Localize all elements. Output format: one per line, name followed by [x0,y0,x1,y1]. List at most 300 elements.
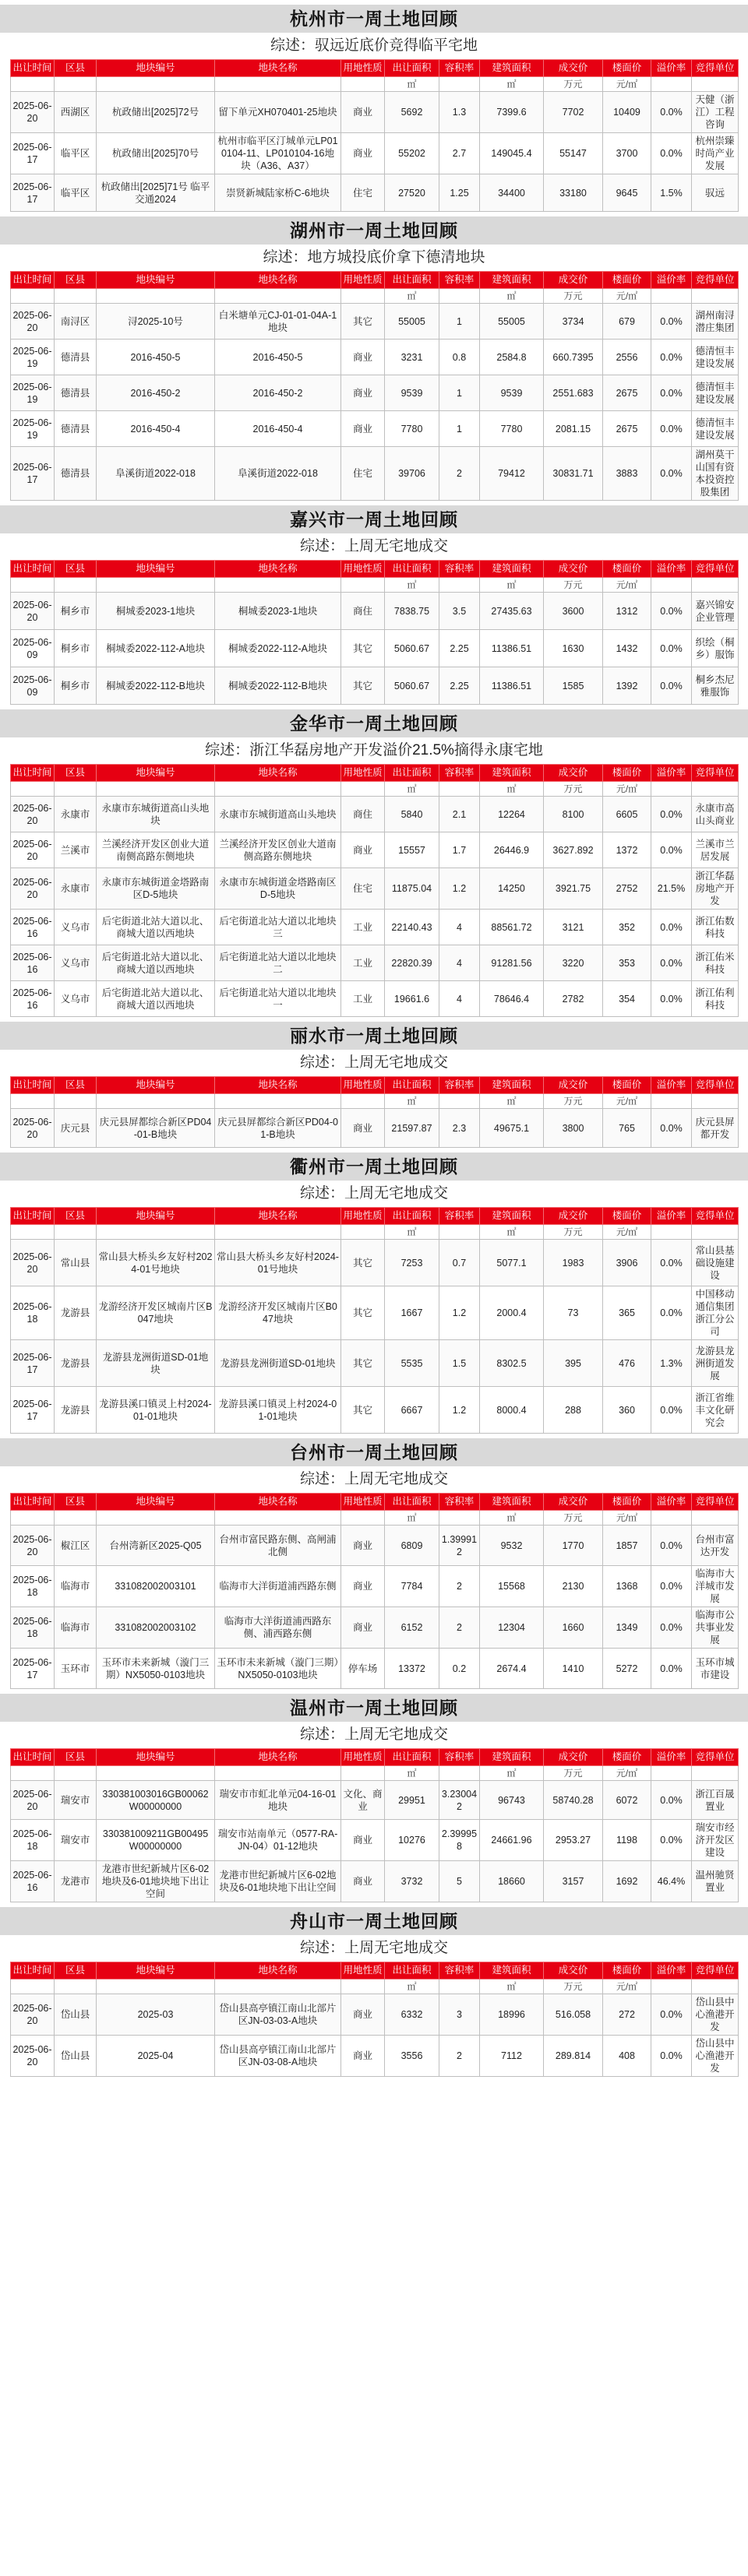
table-cell: 玉环市城市建设 [692,1649,739,1689]
table-cell: 后宅街道北站大道以北地块三 [215,910,341,945]
table-cell: 杭政储出[2025]70号 [97,133,215,174]
column-header: 地块名称 [215,1749,341,1766]
table-cell: 9645 [603,174,651,212]
table-cell: 浙江佑数科技 [692,910,739,945]
column-header: 成交价 [544,1208,603,1225]
table-cell: 0.0% [651,411,692,447]
unit-cell [97,289,215,304]
table-cell: 商业 [341,1607,385,1649]
table-cell: 2551.683 [544,375,603,411]
unit-cell [215,289,341,304]
table-cell: 0.0% [651,1649,692,1689]
table-cell: 永康市东城街道高山头地块 [97,797,215,832]
table-cell: 34400 [480,174,544,212]
table-cell: 2016-450-2 [97,375,215,411]
column-header: 地块编号 [97,561,215,578]
table-cell: 3.5 [439,593,480,630]
table-cell: 1312 [603,593,651,630]
column-header: 区县 [55,1962,97,1980]
table-cell: 2025-06-19 [11,411,55,447]
table-cell: 2782 [544,981,603,1017]
table-cell: 兰溪经济开发区创业大道南侧高路东侧地块 [97,832,215,868]
unit-cell [215,1980,341,1994]
column-header: 容积率 [439,60,480,77]
table-cell: 1349 [603,1607,651,1649]
table-cell: 龙游县龙洲街道SD-01地块 [215,1340,341,1387]
column-header: 容积率 [439,561,480,578]
table-row [11,981,739,1017]
unit-cell [215,1766,341,1781]
column-header: 容积率 [439,1077,480,1094]
table-cell: 79412 [480,447,544,501]
city-section-title: 金华市一周土地回顾 [0,709,748,737]
table-cell: 3231 [385,340,439,375]
column-header: 溢价率 [651,1749,692,1766]
table-cell: 22140.43 [385,910,439,945]
table-cell: 2025-06-20 [11,1994,55,2036]
table-row [11,447,739,501]
table-cell: 0.2 [439,1649,480,1689]
column-header: 出让面积 [385,60,439,77]
table-cell: 73 [544,1286,603,1340]
table-cell: 商业 [341,92,385,133]
table-cell: 椒江区 [55,1526,97,1566]
table-cell: 6152 [385,1607,439,1649]
table-cell: 5535 [385,1340,439,1387]
unit-cell [651,1225,692,1240]
table-cell: 浙江省维丰文化研究会 [692,1387,739,1434]
table-row [11,868,739,910]
table-cell: 1660 [544,1607,603,1649]
table-cell: 49675.1 [480,1109,544,1148]
column-header: 区县 [55,60,97,77]
section-summary: 综述：上周无宅地成交 [299,538,448,554]
table-cell: 杭政储出[2025]71号 临平交通2024 [97,174,215,212]
table-cell: 商住 [341,797,385,832]
table-cell: 桐城委2022-112-B地块 [97,667,215,705]
table-cell: 商业 [341,1861,385,1902]
table-cell: 21597.87 [385,1109,439,1148]
land-transaction-table [10,764,739,1017]
table-header-row [11,1494,739,1511]
table-cell: 5060.67 [385,630,439,667]
table-cell: 兰溪经济开发区创业大道南侧高路东侧地块 [215,832,341,868]
unit-cell: 元/㎡ [603,1980,651,1994]
table-cell: 0.0% [651,304,692,340]
column-header: 地块名称 [215,1962,341,1980]
unit-row [11,1511,739,1526]
column-header: 楼面价 [603,765,651,782]
column-header: 溢价率 [651,272,692,289]
column-header: 出让面积 [385,272,439,289]
table-cell: 其它 [341,630,385,667]
table-row [11,1649,739,1689]
table-cell: 永康市东城街道金塔路南区D-5地块 [215,868,341,910]
table-cell: 395 [544,1340,603,1387]
city-section-title: 嘉兴市一周土地回顾 [0,505,748,533]
unit-cell [55,578,97,593]
table-cell: 0.0% [651,630,692,667]
unit-row [11,77,739,92]
table-cell: 0.0% [651,1526,692,1566]
table-cell: 临海市大洋街道浦西路东侧 [215,1566,341,1607]
column-header: 地块编号 [97,1962,215,1980]
table-cell: 临海市 [55,1566,97,1607]
unit-cell [341,1094,385,1109]
table-cell: 玉环市未来新城（漩门三期）NX5050-0103地块 [215,1649,341,1689]
unit-cell [651,1980,692,1994]
table-cell: 3734 [544,304,603,340]
unit-cell: 元/㎡ [603,1766,651,1781]
column-header: 成交价 [544,765,603,782]
table-cell: 272 [603,1994,651,2036]
table-row [11,630,739,667]
table-row [11,174,739,212]
column-header: 溢价率 [651,1208,692,1225]
table-row [11,945,739,981]
table-cell: 桐城委2023-1地块 [215,593,341,630]
table-cell: 永康市 [55,868,97,910]
table-row [11,1109,739,1148]
section-summary: 综述：上周无宅地成交 [299,1940,448,1956]
column-header: 建筑面积 [480,561,544,578]
table-cell: 1.5% [651,174,692,212]
table-cell: 3157 [544,1861,603,1902]
table-cell: 2025-06-20 [11,593,55,630]
unit-cell [651,1511,692,1526]
unit-cell [97,1766,215,1781]
unit-cell [55,782,97,797]
column-header: 楼面价 [603,1749,651,1766]
unit-cell [439,1225,480,1240]
column-header: 地块编号 [97,765,215,782]
table-cell: 住宅 [341,447,385,501]
column-header: 成交价 [544,1077,603,1094]
table-cell: 9539 [385,375,439,411]
column-header: 溢价率 [651,561,692,578]
unit-cell: 万元 [544,782,603,797]
unit-cell [55,1766,97,1781]
unit-cell: 万元 [544,1511,603,1526]
table-cell: 常山县大桥头乡友好村2024-01号地块 [97,1240,215,1286]
table-cell: 2025-06-20 [11,92,55,133]
table-row [11,667,739,705]
unit-cell: 元/㎡ [603,1094,651,1109]
table-cell: 3.230042 [439,1781,480,1820]
unit-cell [651,578,692,593]
unit-cell: 万元 [544,77,603,92]
unit-cell [215,578,341,593]
table-cell: 13372 [385,1649,439,1689]
unit-cell: ㎡ [385,1980,439,1994]
column-header: 地块编号 [97,1749,215,1766]
table-cell: 0.8 [439,340,480,375]
table-cell: 0.0% [651,1240,692,1286]
table-cell: 2130 [544,1566,603,1607]
table-cell: 1.3 [439,92,480,133]
land-transaction-table [10,1748,739,1902]
column-header: 出让时间 [11,1208,55,1225]
column-header: 出让面积 [385,1494,439,1511]
land-transaction-table [10,271,739,501]
table-cell: 7112 [480,2036,544,2077]
table-cell: 18660 [480,1861,544,1902]
unit-cell [341,1225,385,1240]
table-cell: 2025-06-17 [11,1649,55,1689]
unit-cell: ㎡ [480,1225,544,1240]
table-cell: 瑞安市 [55,1820,97,1861]
table-header-row [11,561,739,578]
table-row [11,375,739,411]
unit-cell [651,289,692,304]
unit-cell [97,1094,215,1109]
unit-cell: 元/㎡ [603,77,651,92]
table-cell: 庆元县屏都综合新区PD04-01-B地块 [215,1109,341,1148]
section-summary: 综述：上周无宅地成交 [299,1471,448,1487]
table-cell: 1.5 [439,1340,480,1387]
column-header: 地块名称 [215,765,341,782]
table-cell: 5272 [603,1649,651,1689]
table-cell: 岱山县 [55,2036,97,2077]
table-cell: 2025-06-17 [11,447,55,501]
column-header: 容积率 [439,272,480,289]
table-cell: 1.7 [439,832,480,868]
unit-cell [11,1980,55,1994]
unit-cell [439,578,480,593]
table-cell: 1392 [603,667,651,705]
column-header: 楼面价 [603,60,651,77]
unit-cell: 元/㎡ [603,782,651,797]
table-cell: 1983 [544,1240,603,1286]
land-transaction-table [10,1207,739,1434]
table-cell: 2.3 [439,1109,480,1148]
table-cell: 8000.4 [480,1387,544,1434]
column-header: 竞得单位 [692,1494,739,1511]
unit-cell [97,782,215,797]
table-cell: 其它 [341,1387,385,1434]
unit-cell [692,1766,739,1781]
table-cell: 2025-06-20 [11,832,55,868]
unit-row [11,289,739,304]
land-report-page [0,5,748,2077]
table-cell: 商业 [341,1526,385,1566]
column-header: 建筑面积 [480,1749,544,1766]
table-cell: 2 [439,447,480,501]
column-header: 地块编号 [97,1208,215,1225]
table-cell: 2081.15 [544,411,603,447]
table-cell: 后宅街道北站大道以北、商城大道以西地块 [97,981,215,1017]
table-cell: 驭远 [692,174,739,212]
table-cell: 德清县 [55,411,97,447]
unit-cell [55,289,97,304]
table-cell: 桐城委2022-112-A地块 [97,630,215,667]
table-cell: 后宅街道北站大道以北、商城大道以西地块 [97,945,215,981]
table-cell: 4 [439,945,480,981]
unit-cell: 万元 [544,578,603,593]
table-cell: 7784 [385,1566,439,1607]
column-header: 出让时间 [11,60,55,77]
unit-cell: 万元 [544,289,603,304]
table-row [11,1566,739,1607]
table-cell: 永康市东城街道高山头地块 [215,797,341,832]
unit-cell [341,1980,385,1994]
table-cell: 3220 [544,945,603,981]
unit-cell [341,1766,385,1781]
unit-cell [11,1511,55,1526]
column-header: 容积率 [439,765,480,782]
column-header: 竞得单位 [692,1077,739,1094]
unit-cell: ㎡ [480,289,544,304]
table-cell: 龙游经济开发区城南片区B047地块 [97,1286,215,1340]
table-cell: 商业 [341,340,385,375]
table-cell: 台州市富民路东侧、高闸浦北侧 [215,1526,341,1566]
table-cell: 1.2 [439,868,480,910]
table-cell: 55202 [385,133,439,174]
column-header: 溢价率 [651,60,692,77]
unit-cell [11,578,55,593]
table-row [11,2036,739,2077]
unit-cell [651,782,692,797]
column-header: 竞得单位 [692,561,739,578]
land-transaction-table [10,1962,739,2077]
table-cell: 1 [439,304,480,340]
unit-cell [341,289,385,304]
table-cell: 2953.27 [544,1820,603,1861]
table-cell: 2025-06-16 [11,981,55,1017]
table-cell: 24661.96 [480,1820,544,1861]
unit-cell: 万元 [544,1094,603,1109]
column-header: 区县 [55,1077,97,1094]
table-cell: 2.399958 [439,1820,480,1861]
column-header: 用地性质 [341,765,385,782]
table-cell: 商业 [341,1994,385,2036]
unit-cell [692,77,739,92]
table-cell: 桐乡市 [55,593,97,630]
table-cell: 0.0% [651,1566,692,1607]
column-header: 用地性质 [341,272,385,289]
table-row [11,92,739,133]
table-cell: 0.0% [651,1820,692,1861]
unit-cell [692,782,739,797]
table-cell: 西湖区 [55,92,97,133]
column-header: 地块编号 [97,60,215,77]
table-cell: 其它 [341,304,385,340]
table-cell: 2025-06-09 [11,630,55,667]
table-cell: 0.0% [651,2036,692,2077]
table-cell: 常山县 [55,1240,97,1286]
table-cell: 2025-06-20 [11,1240,55,1286]
table-cell: 12304 [480,1607,544,1649]
column-header: 用地性质 [341,1962,385,1980]
table-cell: 德清县 [55,447,97,501]
table-cell: 其它 [341,1240,385,1286]
table-row [11,304,739,340]
table-cell: 2025-06-18 [11,1566,55,1607]
unit-cell [97,77,215,92]
column-header: 出让面积 [385,1077,439,1094]
table-cell: 湖州南浔潜庄集团 [692,304,739,340]
column-header: 楼面价 [603,1208,651,1225]
column-header: 用地性质 [341,60,385,77]
table-row [11,340,739,375]
column-header: 出让时间 [11,561,55,578]
unit-cell [439,782,480,797]
unit-cell: ㎡ [385,578,439,593]
column-header: 成交价 [544,1962,603,1980]
table-cell: 58740.28 [544,1781,603,1820]
table-cell: 7399.6 [480,92,544,133]
column-header: 用地性质 [341,1208,385,1225]
city-section-title: 衢州市一周土地回顾 [0,1153,748,1181]
unit-cell [692,1225,739,1240]
table-cell: 5077.1 [480,1240,544,1286]
table-cell: 桐乡市 [55,667,97,705]
table-cell: 龙港市世纪新城片区6-02地块及6-01地块地下出让空间 [97,1861,215,1902]
table-cell: 78646.4 [480,981,544,1017]
table-cell: 1432 [603,630,651,667]
column-header: 楼面价 [603,561,651,578]
column-header: 区县 [55,272,97,289]
table-cell: 后宅街道北站大道以北、商城大道以西地块 [97,910,215,945]
table-cell: 3556 [385,2036,439,2077]
unit-cell: 元/㎡ [603,1511,651,1526]
unit-cell [215,782,341,797]
table-header-row [11,1962,739,1980]
unit-cell [692,578,739,593]
unit-cell [97,1511,215,1526]
table-cell: 8100 [544,797,603,832]
table-cell: 临海市大洋街道浦西路东侧、浦西路东侧 [215,1607,341,1649]
table-cell: 德清恒丰建设发展 [692,411,739,447]
table-cell: 留下单元XH070401-25地块 [215,92,341,133]
table-cell: 5 [439,1861,480,1902]
table-cell: 476 [603,1340,651,1387]
unit-cell [439,1766,480,1781]
unit-cell [55,1094,97,1109]
column-header: 竞得单位 [692,765,739,782]
column-header: 成交价 [544,1494,603,1511]
table-cell: 2025-06-17 [11,133,55,174]
table-cell: 4 [439,981,480,1017]
table-cell: 临海市大洋城市发展 [692,1566,739,1607]
unit-row [11,1980,739,1994]
table-cell: 39706 [385,447,439,501]
table-cell: 2025-06-17 [11,174,55,212]
table-row [11,910,739,945]
unit-cell [439,1511,480,1526]
table-cell: 2016-450-5 [215,340,341,375]
table-cell: 浙江华磊房地产开发 [692,868,739,910]
table-cell: 临海市 [55,1607,97,1649]
table-cell: 10409 [603,92,651,133]
table-row [11,832,739,868]
table-cell: 兰溪市 [55,832,97,868]
table-cell: 3700 [603,133,651,174]
table-cell: 2025-03 [97,1994,215,2036]
table-cell: 2025-06-16 [11,1861,55,1902]
table-cell: 商业 [341,1109,385,1148]
table-header-row [11,1749,739,1766]
table-row [11,411,739,447]
table-cell: 文化、商业 [341,1781,385,1820]
table-cell: 0.0% [651,1387,692,1434]
table-cell: 桐城委2022-112-A地块 [215,630,341,667]
table-cell: 29951 [385,1781,439,1820]
column-header: 建筑面积 [480,1494,544,1511]
table-cell: 龙港市 [55,1861,97,1902]
table-cell: 5692 [385,92,439,133]
table-row [11,1286,739,1340]
